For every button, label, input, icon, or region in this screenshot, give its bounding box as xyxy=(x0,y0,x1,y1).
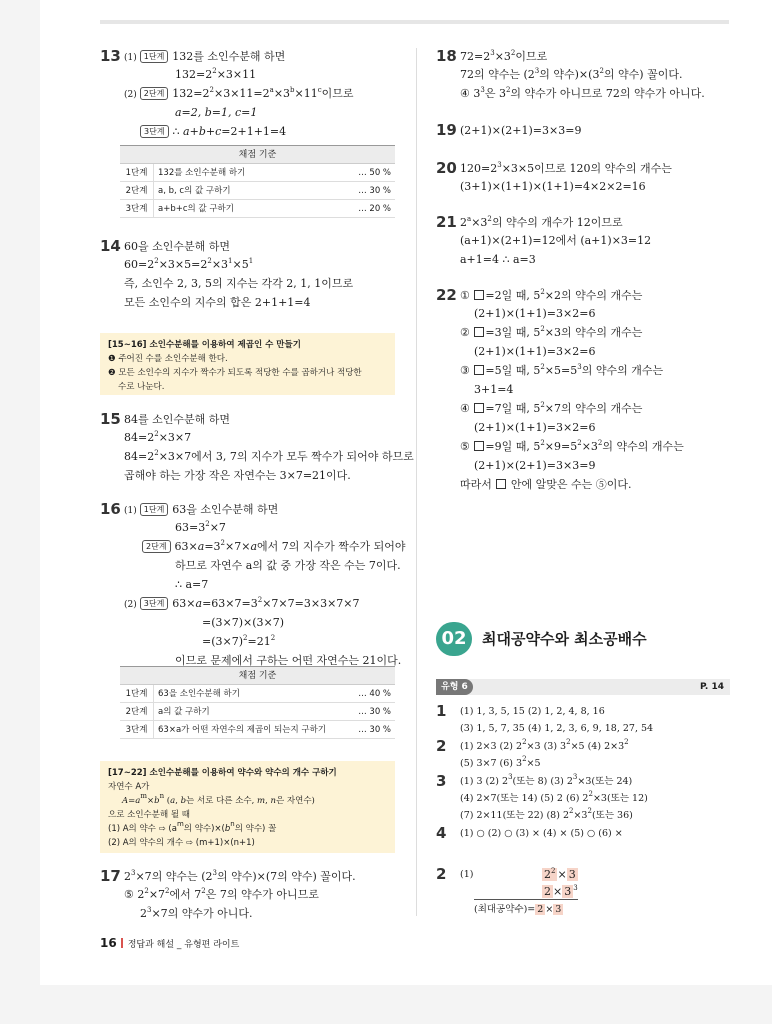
blank-box xyxy=(474,327,484,337)
highlight-cell: 3 xyxy=(568,868,576,881)
blank-box xyxy=(474,403,484,413)
blank-box xyxy=(496,479,506,489)
page-footer xyxy=(100,936,239,950)
table-row: 2단계 a의 값 구하기 … 30 % xyxy=(120,703,395,721)
question-number: 1 xyxy=(436,702,447,720)
question-number: 14 xyxy=(100,237,121,255)
fraction-rule xyxy=(474,899,578,900)
scoring-table-16: 채점 기준 1단계 63을 소인수분해 하기 … 40 % 2단계 a의 값 구하기 … 30 % 3단계 63×a가 어떤 자연수의 제곱이 되는지 구하기 … 30 % xyxy=(120,666,395,739)
tip-box-15-16: [15∼16] 소인수분해를 이용하여 제곱인 수 만들기 ❶ 주어진 수를 소인수분해 한다. ❷ 모든 소인수의 지수가 짝수가 되도록 적당한 수를 곱하거나 적당한 수로 나눈다. xyxy=(100,333,395,395)
step-tag: 1단계 xyxy=(140,50,169,63)
question-number: 2 xyxy=(436,737,447,755)
highlight-cell: 2 xyxy=(544,885,551,898)
question-number: 13 xyxy=(100,47,121,65)
question-number: 19 xyxy=(436,121,457,139)
question-number: 20 xyxy=(436,159,457,177)
question-number: 18 xyxy=(436,47,457,65)
page-reference: P. 14 xyxy=(699,682,724,692)
question-number: 3 xyxy=(436,772,447,790)
highlight-cell: $2^2$ xyxy=(544,867,556,881)
table-row: 1단계 63을 소인수분해 하기 … 40 % xyxy=(120,685,395,703)
blank-box xyxy=(474,290,484,300)
type-bar xyxy=(436,679,730,695)
page-number: 16 xyxy=(100,936,117,950)
footer-divider xyxy=(121,938,123,948)
highlight-cell: 3 xyxy=(564,885,572,898)
left-column: 13 (1) 1단계 132를 소인수분해 하면 $132=2^2\times 3\times 11$ (2) 2단계 $132=2^2\times 3\times 11=2^a\times 3^b\times 11^c$이므로 a=2, b=1, c=1 3단계 ∴ a+b+c=2+1+1=4 채점 기준 1단계 132를 소인수분해 하기 … 50 % 2단계 a, b, c의 값 구하기 … 30 % 3단계 a+b+c의 값 구하기 … 20 % 14 60을 소인수분해 하면 $60=2^2\times 3\times 5=2^2\times 3^1\times 5^1$ 즉, 소인수 2, 3, 5의 지수는 각각 2, 1, 1이므로 모든 소인수의 지수의 합은 2+1+1=4 [15∼16] 소인수분해를 이용하여 제곱인 수 만들기 ❶ 주어진 수를 소인수분해 한다. ❷ 모든 소인수의 지수가 짝수가 되도록 적당한 수를 곱하거나 적당한 수로 나눈다. 15 84를 소인수분해 하면 $84=2^2\times 3\times 7$ $84=2^2\times 3\times 7$에서 3, 7의 지수가 모두 짝수가 되어야 하므로 곱해야 하는 가장 작은 자연수는 3×7=21이다. 16 (1) 1단계 63을 소인수분해 하면 $63=3^2\times 7$ 2단계 $63\times a=3^2\times 7\times a$에서 7의 지수가 짝수가 되어야 하므로 자연수 a의 값 중 가장 작은 수는 7이다. ∴ a=7 (2) 3단계 $63\times a=63\times 7=3^2\times 7\times 7=3\times 3\times 7\times 7$ =(3×7)×(3×7) $=(3\times 7)^2=21^2$ 이므로 문제에서 구하는 어떤 자연수는 21이다. 채점 기준 1단계 63을 소인수분해 하기 … 40 % 2단계 a의 값 구하기 … 30 % 3단계 63×a가 어떤 자연수의 제곱이 되는지 구하기 … 30 % [17∼22] 소인수분해를 이용하여 약수와 약수의 개수 구하기 자연수 A가 $A=a^m\times b^n$ (a, b는 서로 다른 소수, m, n은 자연수) 으로 소인수분해 될 때 (1) A의 약수 ⇨ ($a^m$의 약수)$\times(b^n$의 약수) 꼴 (2) A의 약수의 개수 ⇨ (m+1)×(n+1) 17 $2^3\times 7$의 약수는 ($2^3$의 약수)×(7의 약수) 꼴이다. ⑤ $2^2\times 7^2$에서 $7^2$은 7의 약수가 아니므로 $2^3\times 7$의 약수가 아니다. xyxy=(100,47,414,920)
top-rule xyxy=(100,20,729,24)
type-label: 유형 6 xyxy=(436,679,473,695)
step-tag: 3단계 xyxy=(140,125,169,138)
step-tag: 2단계 xyxy=(140,87,169,100)
blank-box xyxy=(474,365,484,375)
table-row: 3단계 63×a가 어떤 자연수의 제곱이 되는지 구하기 … 30 % xyxy=(120,721,395,739)
question-number: 16 xyxy=(100,500,121,518)
question-number: 2 xyxy=(436,865,447,883)
table-row: 3단계 a+b+c의 값 구하기 … 20 % xyxy=(120,200,395,218)
step-tag: 2단계 xyxy=(142,540,171,553)
step-tag: 1단계 xyxy=(140,503,169,516)
table-row: 2단계 a, b, c의 값 구하기 … 30 % xyxy=(120,182,395,200)
table-row: 1단계 132를 소인수분해 하기 … 50 % xyxy=(120,164,395,182)
column-divider xyxy=(416,48,417,916)
step-tag: 3단계 xyxy=(140,597,169,610)
question-number: 21 xyxy=(436,213,457,231)
tip-box-17-22: [17∼22] 소인수분해를 이용하여 약수와 약수의 개수 구하기 자연수 A가 $A=a^m\times b^n$ (a, b는 서로 다른 소수, m, n은 자연수) 으로 소인수분해 될 때 (1) A의 약수 ⇨ ($a^m$의 약수)$\times(b^n$의 약수) 꼴 (2) A의 약수의 개수 ⇨ (m+1)×(n+1) xyxy=(100,761,395,853)
question-number: 22 xyxy=(436,286,457,304)
right-column: 18 $72=2^3\times 3^2$이므로 72의 약수는 ($2^3$의 약수)$\times(3^2$의 약수) 꼴이다. ④ $3^3$은 $3^2$의 약수가 아니므로 72의 약수가 아니다. 19 (2+1)×(2+1)=3×3=9 20 $120=2^3\times 3\times 5$이므로 120의 약수의 개수는 (3+1)×(1+1)×(1+1)=4×2×2=16 21 $2^a\times 3^2$의 약수의 개수가 12이므로 (a+1)×(2+1)=12에서 (a+1)×3=12 a+1=4 ∴ a=3 22 ① =2일 때, $5^2\times 2$의 약수의 개수는 (2+1)×(1+1)=3×2=6 ② =3일 때, $5^2\times 3$의 약수의 개수는 (2+1)×(1+1)=3×2=6 ③ =5일 때, $5^2\times 5=5^3$의 약수의 개수는 3+1=4 ④ =7일 때, $5^2\times 7$의 약수의 개수는 (2+1)×(1+1)=3×2=6 ⑤ =9일 때, $5^2\times 9=5^2\times 3^2$의 약수의 개수는 (2+1)×(2+1)=3×3=9 따라서 안에 알맞은 수는 ⑤이다. 1 (1) 1, 3, 5, 15 (2) 1, 2, 4, 8, 16 (3) 1, 5, 7, 35 (4) 1, 2, 3, 6, 9, 18, 27, 54 2 (1) 2×3 (2) $2^2\times 3$ (3) $3^2\times 5$ (4) $2\times 3^2$ (5) 3×7 (6) $3^2\times 5$ 3 (1) 3 (2) $2^3$(또는 8) (3) $2^3\times 3$(또는 24) (4) 2×7(또는 14) (5) 2 (6) $2^2\times 3$(또는 12) (7) 2×11(또는 22) (8) $2^2\times 3^2$(또는 36) 4 (1) ○ (2) ○ (3) × (4) × (5) ○ (6) × 2 (1) $2^2 \times 3$ 2 × 3 $^3$ (최대공약수)= 2 × 3 xyxy=(436,47,705,915)
section-badge: 02 xyxy=(436,622,472,656)
blank-box xyxy=(474,441,484,451)
question-number: 4 xyxy=(436,824,447,842)
footer-title: 정답과 해설 _ 유형편 라이트 xyxy=(127,940,240,950)
scoring-table-13: 채점 기준 1단계 132를 소인수분해 하기 … 50 % 2단계 a, b, c의 값 구하기 … 30 % 3단계 a+b+c의 값 구하기 … 20 % xyxy=(120,145,395,218)
section-title: 최대공약수와 최소공배수 xyxy=(482,630,647,648)
question-number: 15 xyxy=(100,410,121,428)
question-number: 17 xyxy=(100,867,121,885)
